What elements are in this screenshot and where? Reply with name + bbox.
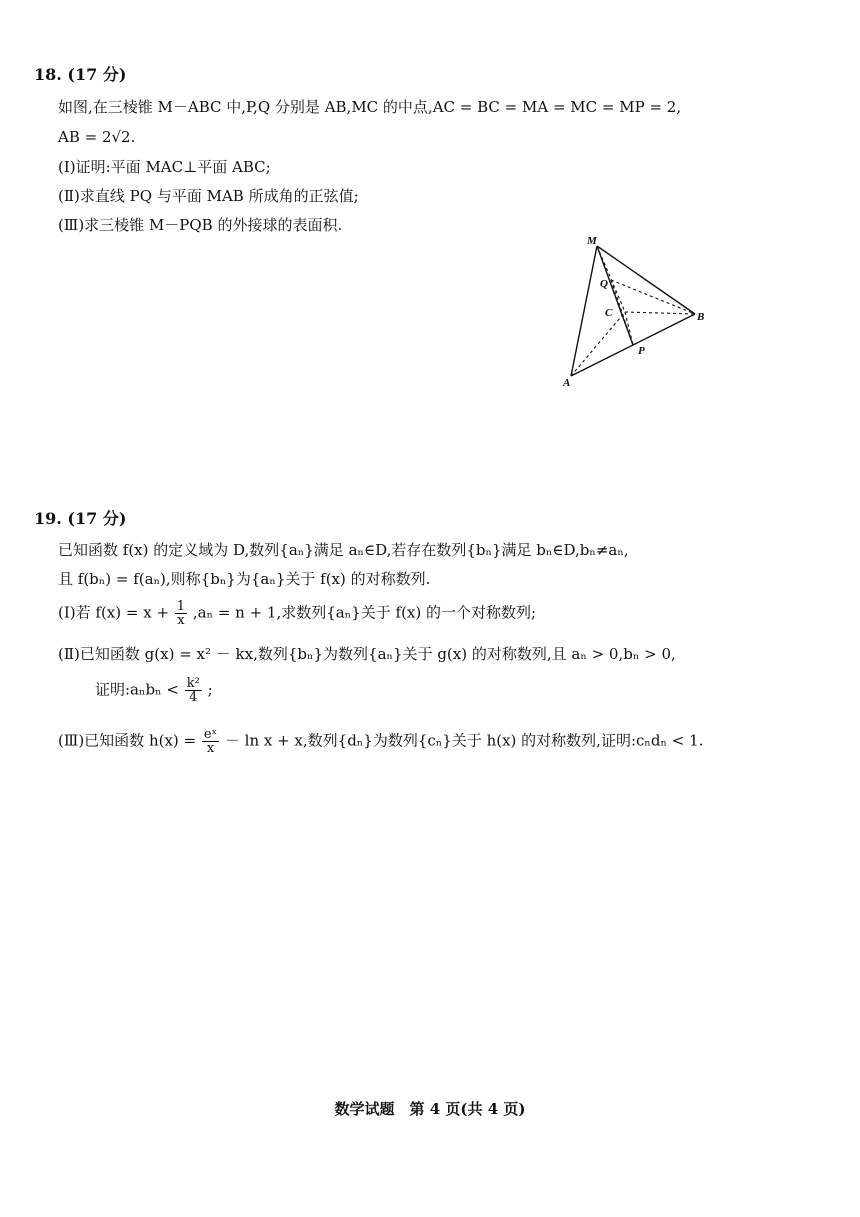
edge-ma	[571, 246, 597, 376]
fraction-numerator: eˣ	[203, 727, 218, 742]
q19-statement-line1: 已知函数 f(x) 的定义域为 D,数列{aₙ}满足 aₙ∈D,若存在数列{bₙ}满足 bₙ∈D,bₙ≠aₙ,	[58, 541, 629, 559]
fraction-numerator: k²	[186, 676, 200, 691]
label-c: C	[605, 307, 613, 319]
label-a: A	[563, 377, 571, 389]
q18-part1: (Ⅰ)证明:平面 MAC⊥平面 ABC;	[58, 158, 271, 176]
fraction-k-squared-over-4	[185, 677, 202, 704]
fraction-e-pow-x-over-x	[202, 728, 219, 755]
edge-mp	[597, 246, 633, 345]
q18-heading: 18. (17 分)	[34, 65, 127, 84]
triangular-pyramid-figure	[555, 232, 725, 392]
q18-part3: (Ⅲ)求三棱锥 M－PQB 的外接球的表面积.	[58, 216, 343, 234]
q19-part1-prefix: (Ⅰ)若 f(x) = x +	[58, 603, 170, 622]
fraction-numerator: 1	[176, 599, 186, 614]
label-b: B	[697, 311, 705, 323]
q19-part3	[58, 728, 703, 755]
fraction-denominator: 4	[189, 690, 198, 705]
q19-part2-proof	[95, 677, 213, 704]
q19-part3-suffix: － ln x + x,数列{dₙ}为数列{cₙ}关于 h(x) 的对称数列,证明:cₙdₙ < 1.	[224, 731, 704, 750]
fraction-one-over-x	[175, 600, 187, 627]
q18-statement-line1: 如图,在三棱锥 M－ABC 中,P,Q 分别是 AB,MC 的中点,AC = BC = MA = MC = MP = 2,	[58, 98, 682, 116]
label-m: M	[587, 235, 597, 247]
q18-part2: (Ⅱ)求直线 PQ 与平面 MAB 所成角的正弦值;	[58, 187, 359, 205]
q19-heading: 19. (17 分)	[34, 509, 127, 528]
page-footer: 数学试题 第 4 页(共 4 页)	[334, 1100, 526, 1118]
q19-part3-prefix: (Ⅲ)已知函数 h(x) =	[58, 731, 197, 750]
q19-part2-proof-prefix: 证明:aₙbₙ <	[95, 680, 179, 699]
label-q: Q	[600, 278, 608, 290]
fraction-denominator: x	[177, 613, 185, 628]
label-p: P	[638, 345, 645, 357]
q19-part1-suffix: ,aₙ = n + 1,求数列{aₙ}关于 f(x) 的一个对称数列;	[192, 603, 537, 622]
q19-part2: (Ⅱ)已知函数 g(x) = x² － kx,数列{bₙ}为数列{aₙ}关于 g(x) 的对称数列,且 aₙ > 0,bₙ > 0,	[58, 645, 676, 663]
edge-ac	[571, 312, 625, 376]
q19-part2-proof-suffix: ;	[207, 680, 213, 699]
fraction-denominator: x	[206, 741, 215, 756]
edge-bc	[625, 312, 695, 314]
q19-part1	[58, 600, 536, 627]
q19-statement-line2: 且 f(bₙ) = f(aₙ),则称{bₙ}为{aₙ}关于 f(x) 的对称数列.	[58, 570, 431, 588]
q18-statement-line2: AB = 2√2.	[58, 128, 136, 146]
